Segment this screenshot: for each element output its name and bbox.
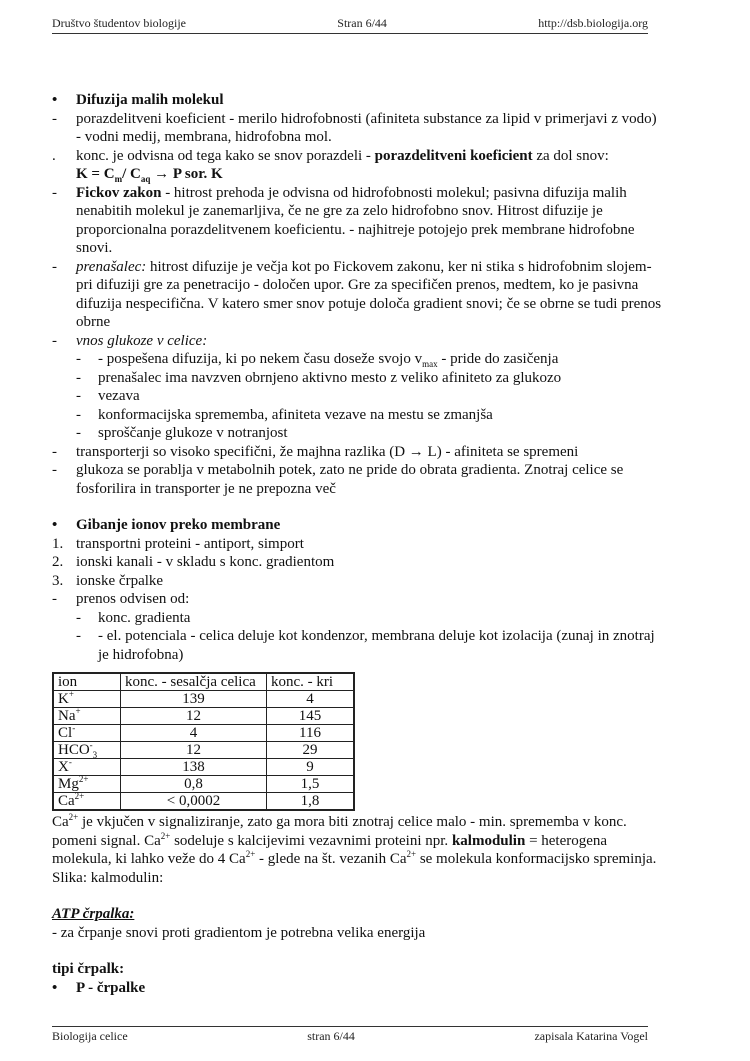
- list-item: - Fickov zakon - hitrost prehoda je odvisna od hidrofobnosti molekul; pasivna difuzija malih nenabitih molekul je zanemarljiva, če ne gre za zelo hidrofobno snov. Hitrost difuzije je proporcionalna porazdelitvenem koeficientu. - najhitreje potojejo prek membrane hidrofobne snovi.: [52, 184, 635, 256]
- list-item: - prenašalec: hitrost difuzije je večja kot po Fickovem zakonu, ker ni stika s hidrofobnim slojem- pri difuziji gre za penetracijo - določen upor. Gre za specifičen prenos, medtem, ko je pasivna difuzija nespecifična. V katero smer snov potuje določa gradient snovi; če se obrne se tudi prenos obrne: [52, 258, 662, 330]
- calcium-paragraph: $Ca^{2+}$ je vkjučen v signaliziranje, zato ga mora biti znotraj celice malo - min. sprememba v konc. pomeni signal. $Ca^{2+}$ sodeluje s kalcijevimi vezavnimi proteini npr. kalmodulin = heterogena molekula, ki lahko veže do 4 $Ca^{2+}$ - glede na št. vezanih $Ca^{2+}$ se molekula konformacijsko spreminja.: [52, 812, 657, 867]
- list-item: • P - črpalke: [52, 979, 146, 996]
- bullet-icon: •: [52, 979, 58, 996]
- header-page-number: Stran 6/44: [337, 16, 387, 30]
- atp-pump-text: - za črpanje snovi proti gradientom je potrebna velika energija: [52, 924, 426, 941]
- table-row: $Ca^{2+}$ < 0,0002 1,8: [53, 793, 354, 811]
- dash-marker: -: [52, 258, 57, 275]
- section-heading-diffusion: • Difuzija malih molekul: [52, 92, 224, 108]
- sub-list-item: - sproščanje glukoze v notranjost: [76, 425, 288, 441]
- sub-list-item: - prenašalec ima navzven obrnjeno aktivno mesto z veliko afiniteto za glukozo: [76, 369, 562, 386]
- bullet-icon: •: [52, 517, 58, 533]
- dash-marker: -: [52, 110, 57, 127]
- dash-marker: -: [76, 609, 81, 626]
- sub-list-item: - vezava: [76, 388, 140, 404]
- sub-list-item: - konc. gradienta: [76, 609, 191, 626]
- table-row: K+ 139 4: [53, 691, 354, 708]
- pump-types-heading: tipi črpalk:: [52, 961, 125, 977]
- dash-marker: -: [76, 628, 81, 644]
- sub-list-item: - - pospešena difuzija, ki po nekem času doseže svojo $v_{max}$ - pride do zasičenja: [76, 351, 559, 369]
- dash-marker: -: [76, 369, 81, 386]
- list-item: - prenos odvisen od:: [52, 591, 190, 607]
- header-url: http://dsb.biologija.org: [538, 16, 648, 30]
- dash-marker: -: [52, 184, 57, 201]
- bullet-icon: •: [52, 92, 58, 108]
- dash-marker: -: [76, 351, 81, 367]
- dash-marker: -: [52, 332, 57, 349]
- table-row: $HCO^-_3$ 12 29: [53, 742, 354, 759]
- footer-page-number: stran 6/44: [307, 1029, 355, 1043]
- dash-marker: -: [52, 443, 57, 460]
- page-header: [52, 16, 648, 34]
- list-item: - transporterji so visoko specifični, že majhna razlika (D → L) - afiniteta se spremeni: [52, 443, 579, 460]
- section-heading-ion-movement: • Gibanje ionov preko membrane: [52, 517, 281, 533]
- dash-marker: -: [76, 425, 81, 441]
- sub-list-item: - - el. potenciala - celica deluje kot kondenzor, membrana deluje kot izolacija (zunaj in znotraj je hidrofobna): [76, 628, 655, 663]
- list-item: - glukoza se porablja v metabolnih potek, zato ne pride do obrata gradienta. Znotraj celice se fosforilira in transporter je ne prepozna več: [52, 462, 624, 497]
- list-item: - vnos glukoze v celice:: [52, 332, 208, 349]
- dash-marker: -: [52, 591, 57, 607]
- numbered-item: 2. ionski kanali - v skladu s konc. gradientom: [52, 554, 335, 570]
- footer-left: Biologija celice: [52, 1029, 128, 1043]
- table-row: Cl- 4 116: [53, 725, 354, 742]
- list-item: . konc. je odvisna od tega kako se snov porazdeli - porazdelitveni koeficient za dol snov: $K = C_m/$ $C_{aq} \to P$ sor. K: [52, 147, 609, 184]
- dash-marker: -: [76, 406, 81, 423]
- table-row: X- 138 9: [53, 759, 354, 776]
- figure-caption: Slika: kalmodulin:: [52, 869, 164, 886]
- atp-pump-heading: ATP črpalka:: [52, 906, 135, 922]
- dash-marker: -: [76, 388, 81, 404]
- document-body: [52, 91, 662, 997]
- table-row: $Mg^{2+}$ 0,8 1,5: [53, 776, 354, 793]
- header-left: Društvo študentov biologije: [52, 16, 186, 30]
- dot-marker: .: [52, 147, 56, 164]
- ion-concentration-table: [52, 672, 355, 811]
- footer-author: zapisala Katarina Vogel: [534, 1029, 648, 1043]
- table-row: Na+ 12 145: [53, 708, 354, 725]
- table-header-row: ion konc. - sesalčja celica konc. - kri: [53, 673, 354, 691]
- numbered-item: 1. transportni proteini - antiport, simport: [52, 535, 304, 552]
- dash-marker: -: [52, 462, 57, 478]
- sub-list-item: - konformacijska sprememba, afiniteta vezave na mestu se zmanjša: [76, 406, 493, 423]
- page-footer: [52, 1026, 648, 1045]
- list-item: - porazdelitveni koeficient - merilo hidrofobnosti (afiniteta substance za lipid v primerjavi z vodo) - vodni medij, membrana, hidrofobna mol.: [52, 110, 657, 145]
- numbered-item: 3. ionske črpalke: [52, 572, 164, 589]
- partition-formula: $K = C_m/$ $C_{aq} \to P$ sor. K: [76, 166, 223, 184]
